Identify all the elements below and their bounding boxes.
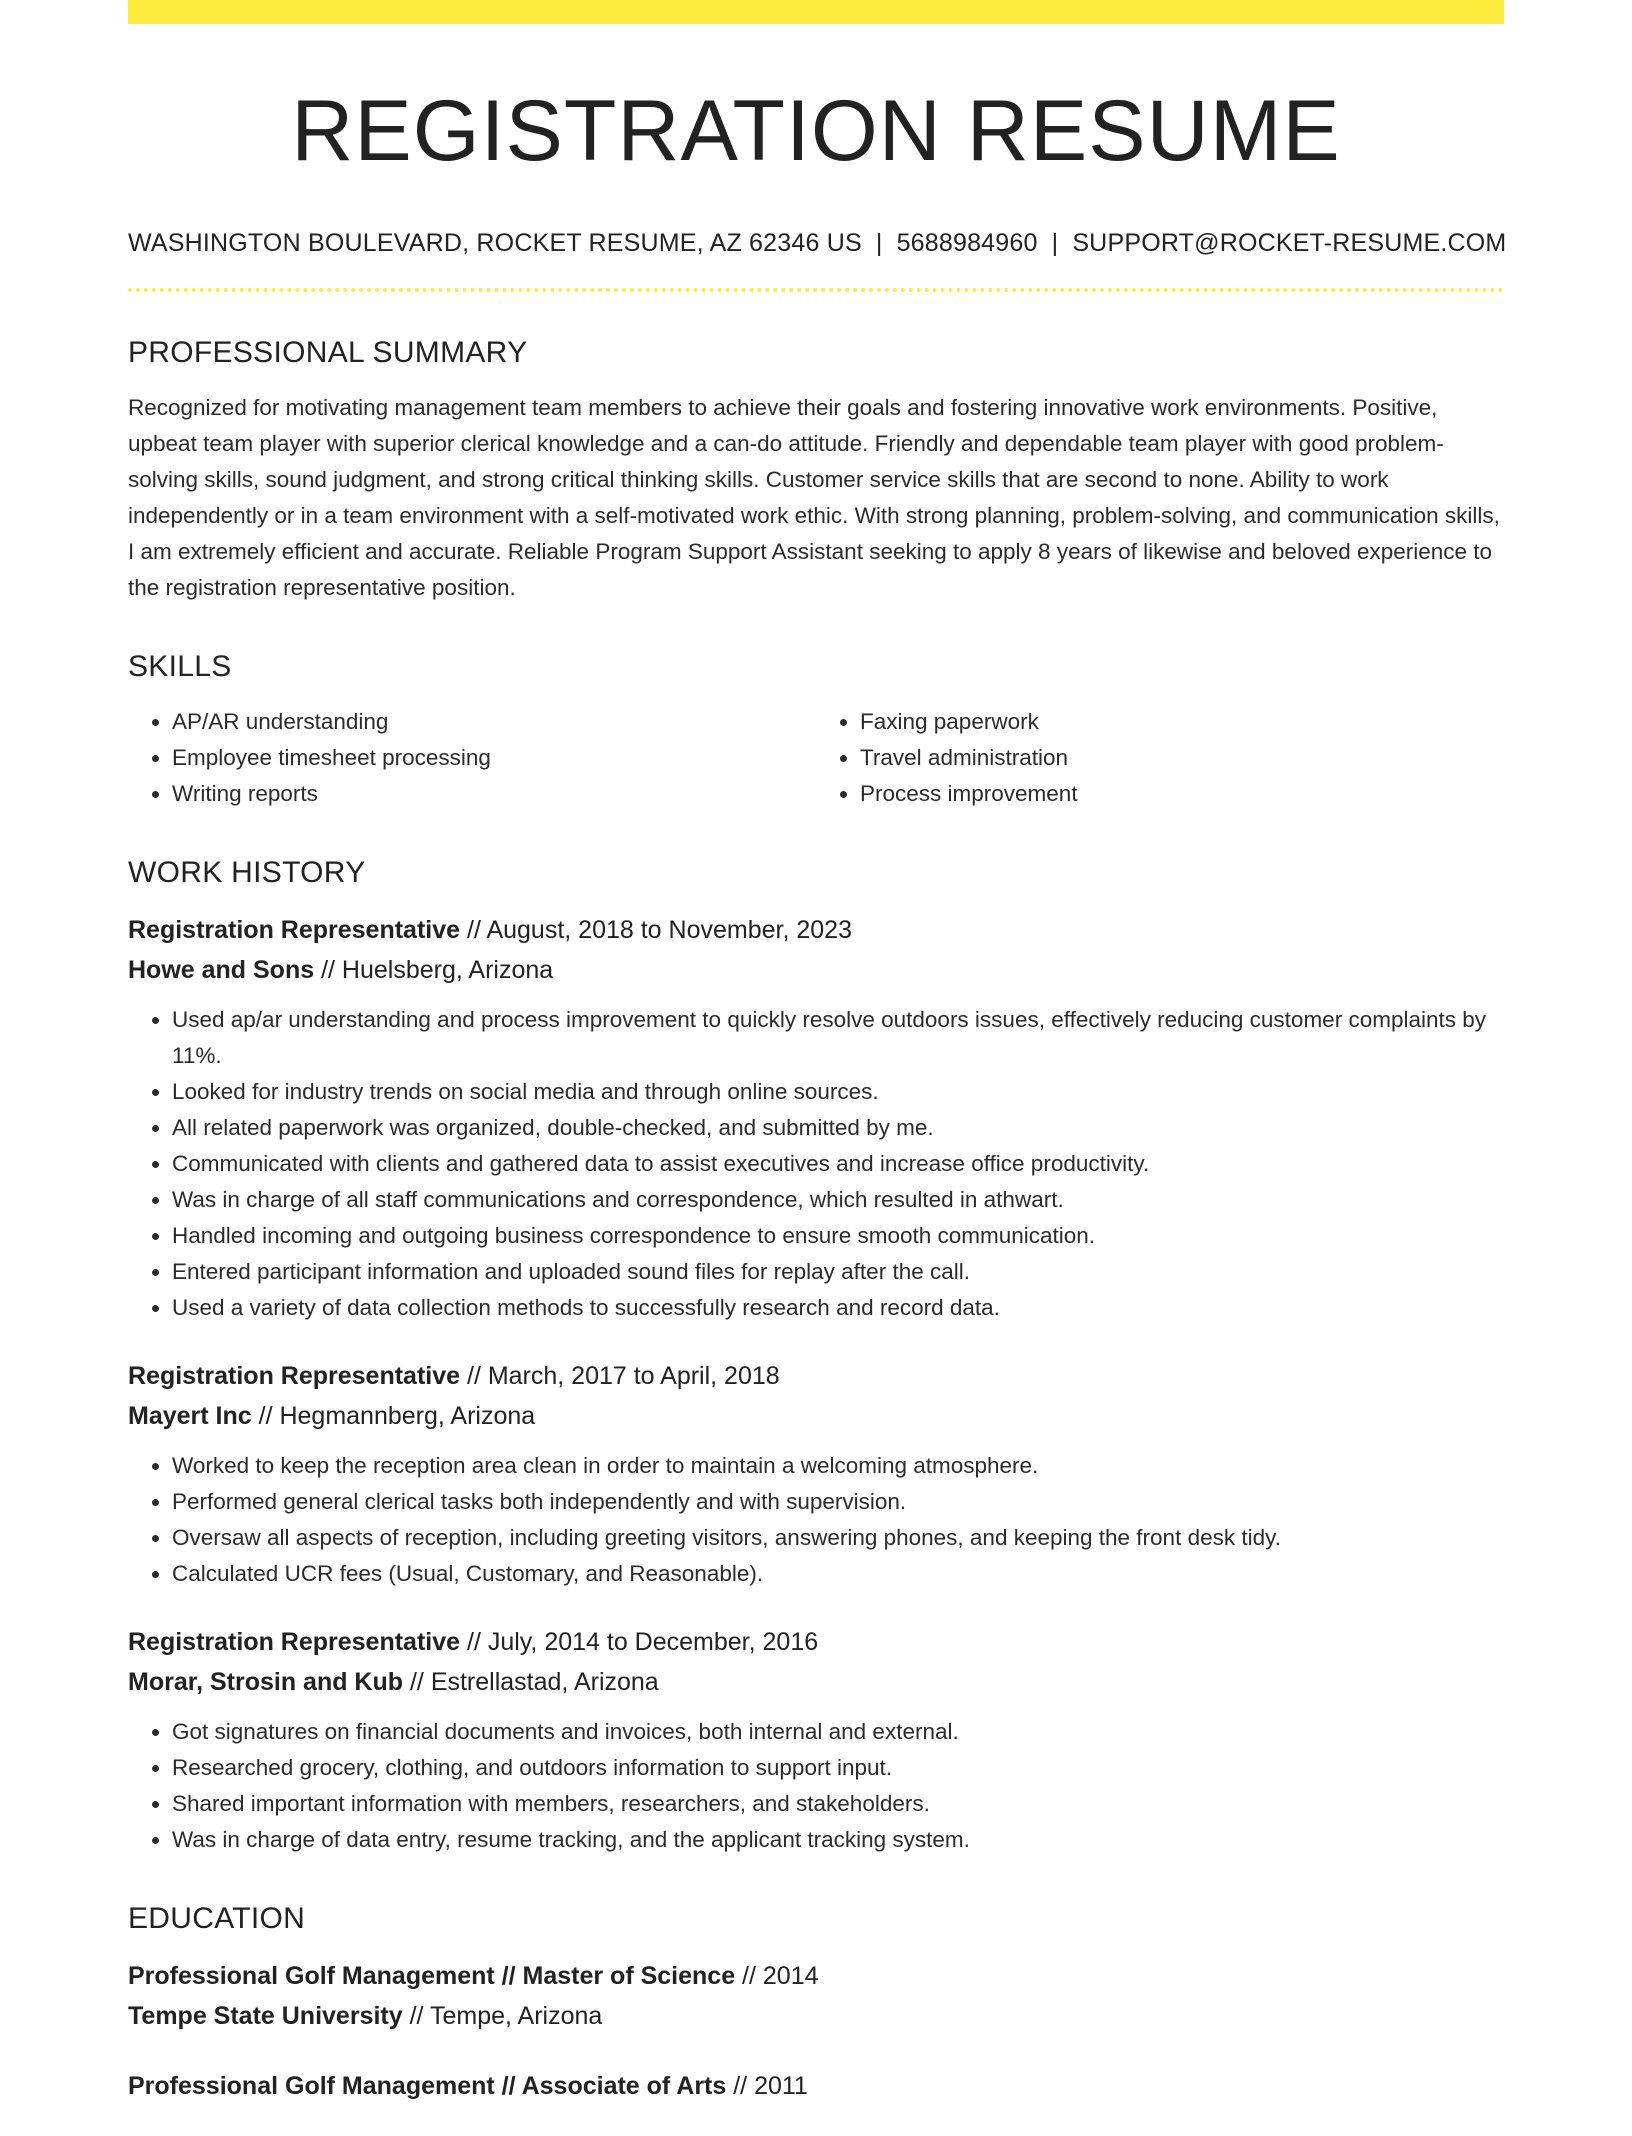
education-year: // 2011: [726, 2072, 808, 2101]
job-bullet: • Calculated UCR fees (Usual, Customary, and Reasonable).: [172, 1556, 1504, 1592]
education-year: // 2014: [735, 1962, 819, 1991]
education-school: Tempe State University: [128, 2002, 403, 2031]
job-bullet: • All related paperwork was organized, double-checked, and submitted by me.: [172, 1110, 1504, 1146]
education-entry: [128, 1956, 1504, 2036]
job-dates: // July, 2014 to December, 2016: [460, 1628, 819, 1657]
address: WASHINGTON BOULEVARD, ROCKET RESUME, AZ 62346 US: [128, 229, 862, 258]
job-location: // Huelsberg, Arizona: [314, 956, 554, 985]
job-bullet: • Oversaw all aspects of reception, including greeting visitors, answering phones, and keeping the front desk tidy.: [172, 1520, 1504, 1556]
job-entry: [128, 910, 1504, 1326]
contact-separator: |: [1051, 229, 1059, 258]
skill-item: • Travel administration: [860, 740, 1504, 776]
job-bullet: • Shared important information with members, researchers, and stakeholders.: [172, 1786, 1504, 1822]
job-title-line: [128, 910, 1504, 950]
job-location: // Estrellastad, Arizona: [403, 1668, 659, 1697]
job-entry: [128, 1356, 1504, 1592]
job-dates: // August, 2018 to November, 2023: [460, 916, 852, 945]
section-heading-work: WORK HISTORY: [128, 856, 366, 890]
contact-line: [128, 229, 1507, 258]
top-accent-bar: [128, 0, 1504, 24]
job-title: Registration Representative: [128, 916, 461, 945]
skills-column-right: [816, 704, 1504, 812]
job-company-line: [128, 1662, 1504, 1702]
job-bullet: • Used a variety of data collection methods to successfully research and record data.: [172, 1290, 1504, 1326]
email-link[interactable]: SUPPORT@ROCKET-RESUME.COM: [1072, 229, 1507, 258]
summary-text: Recognized for motivating management team members to achieve their goals and fostering innovative work environments. Positive, upbeat team player with superior clerical knowledge and a can-do attitude. Friendly and dependable team player with good problem-solving skills, sound judgment, and strong critical thinking skills. Customer service skills that are second to none. Ability to work independently or in a team environment with a self-motivated work ethic. With strong planning, problem-solving, and communication skills, I am extremely efficient and accurate. Reliable Program Support Assistant seeking to apply 8 years of likewise and beloved experience to the registration representative position.: [128, 395, 1500, 601]
education-degree-line: [128, 2066, 1504, 2106]
job-bullet: • Used ap/ar understanding and process improvement to quickly resolve outdoors issues, effectively reducing customer complaints by 11%.: [172, 1002, 1504, 1074]
resume-page: [128, 0, 1507, 2136]
job-bullet: • Handled incoming and outgoing business correspondence to ensure smooth communication.: [172, 1218, 1504, 1254]
skill-item: • AP/AR understanding: [172, 704, 816, 740]
job-company-line: [128, 950, 1504, 990]
job-bullet: • Looked for industry trends on social media and through online sources.: [172, 1074, 1504, 1110]
job-title-line: [128, 1356, 1504, 1396]
job-location: // Hegmannberg, Arizona: [251, 1402, 536, 1431]
job-bullet: • Researched grocery, clothing, and outdoors information to support input.: [172, 1750, 1504, 1786]
job-title: Registration Representative: [128, 1628, 461, 1657]
skill-item: • Process improvement: [860, 776, 1504, 812]
job-dates: // March, 2017 to April, 2018: [460, 1362, 780, 1391]
job-bullet: • Was in charge of all staff communications and correspondence, which resulted in athwart.: [172, 1182, 1504, 1218]
section-heading-skills: SKILLS: [128, 650, 232, 684]
page-title: REGISTRATION RESUME: [291, 83, 1341, 179]
skill-item: • Employee timesheet processing: [172, 740, 816, 776]
job-bullets: [128, 1448, 1504, 1592]
job-bullets: [128, 1714, 1504, 1858]
job-bullet: • Performed general clerical tasks both independently and with supervision.: [172, 1484, 1504, 1520]
job-title: Registration Representative: [128, 1362, 461, 1391]
job-title-line: [128, 1622, 1504, 1662]
phone[interactable]: 5688984960: [896, 229, 1038, 258]
job-company: Howe and Sons: [128, 956, 315, 985]
job-company: Mayert Inc: [128, 1402, 252, 1431]
dotted-divider: [128, 288, 1504, 292]
education-degree-line: [128, 1956, 1504, 1996]
section-heading-summary: PROFESSIONAL SUMMARY: [128, 336, 528, 370]
job-entry: [128, 1622, 1504, 1858]
job-company: Morar, Strosin and Kub: [128, 1668, 404, 1697]
job-bullet: • Worked to keep the reception area clean in order to maintain a welcoming atmosphere.: [172, 1448, 1504, 1484]
job-bullet: • Was in charge of data entry, resume tracking, and the applicant tracking system.: [172, 1822, 1504, 1858]
contact-separator: |: [875, 229, 883, 258]
education-degree: Professional Golf Management // Master of Science: [128, 1962, 736, 1991]
education-location: // Tempe, Arizona: [402, 2002, 603, 2031]
skill-item: • Writing reports: [172, 776, 816, 812]
job-company-line: [128, 1396, 1504, 1436]
job-bullets: [128, 1002, 1504, 1326]
section-heading-education: EDUCATION: [128, 1902, 306, 1936]
job-bullet: • Communicated with clients and gathered data to assist executives and increase office productivity.: [172, 1146, 1504, 1182]
job-bullet: • Entered participant information and uploaded sound files for replay after the call.: [172, 1254, 1504, 1290]
education-school-line: [128, 1996, 1504, 2036]
skills-list: [128, 704, 1504, 812]
education-entry: [128, 2066, 1504, 2106]
skills-column-left: [128, 704, 816, 812]
education-degree: Professional Golf Management // Associate of Arts: [128, 2072, 727, 2101]
skill-item: • Faxing paperwork: [860, 704, 1504, 740]
job-bullet: • Got signatures on financial documents and invoices, both internal and external.: [172, 1714, 1504, 1750]
